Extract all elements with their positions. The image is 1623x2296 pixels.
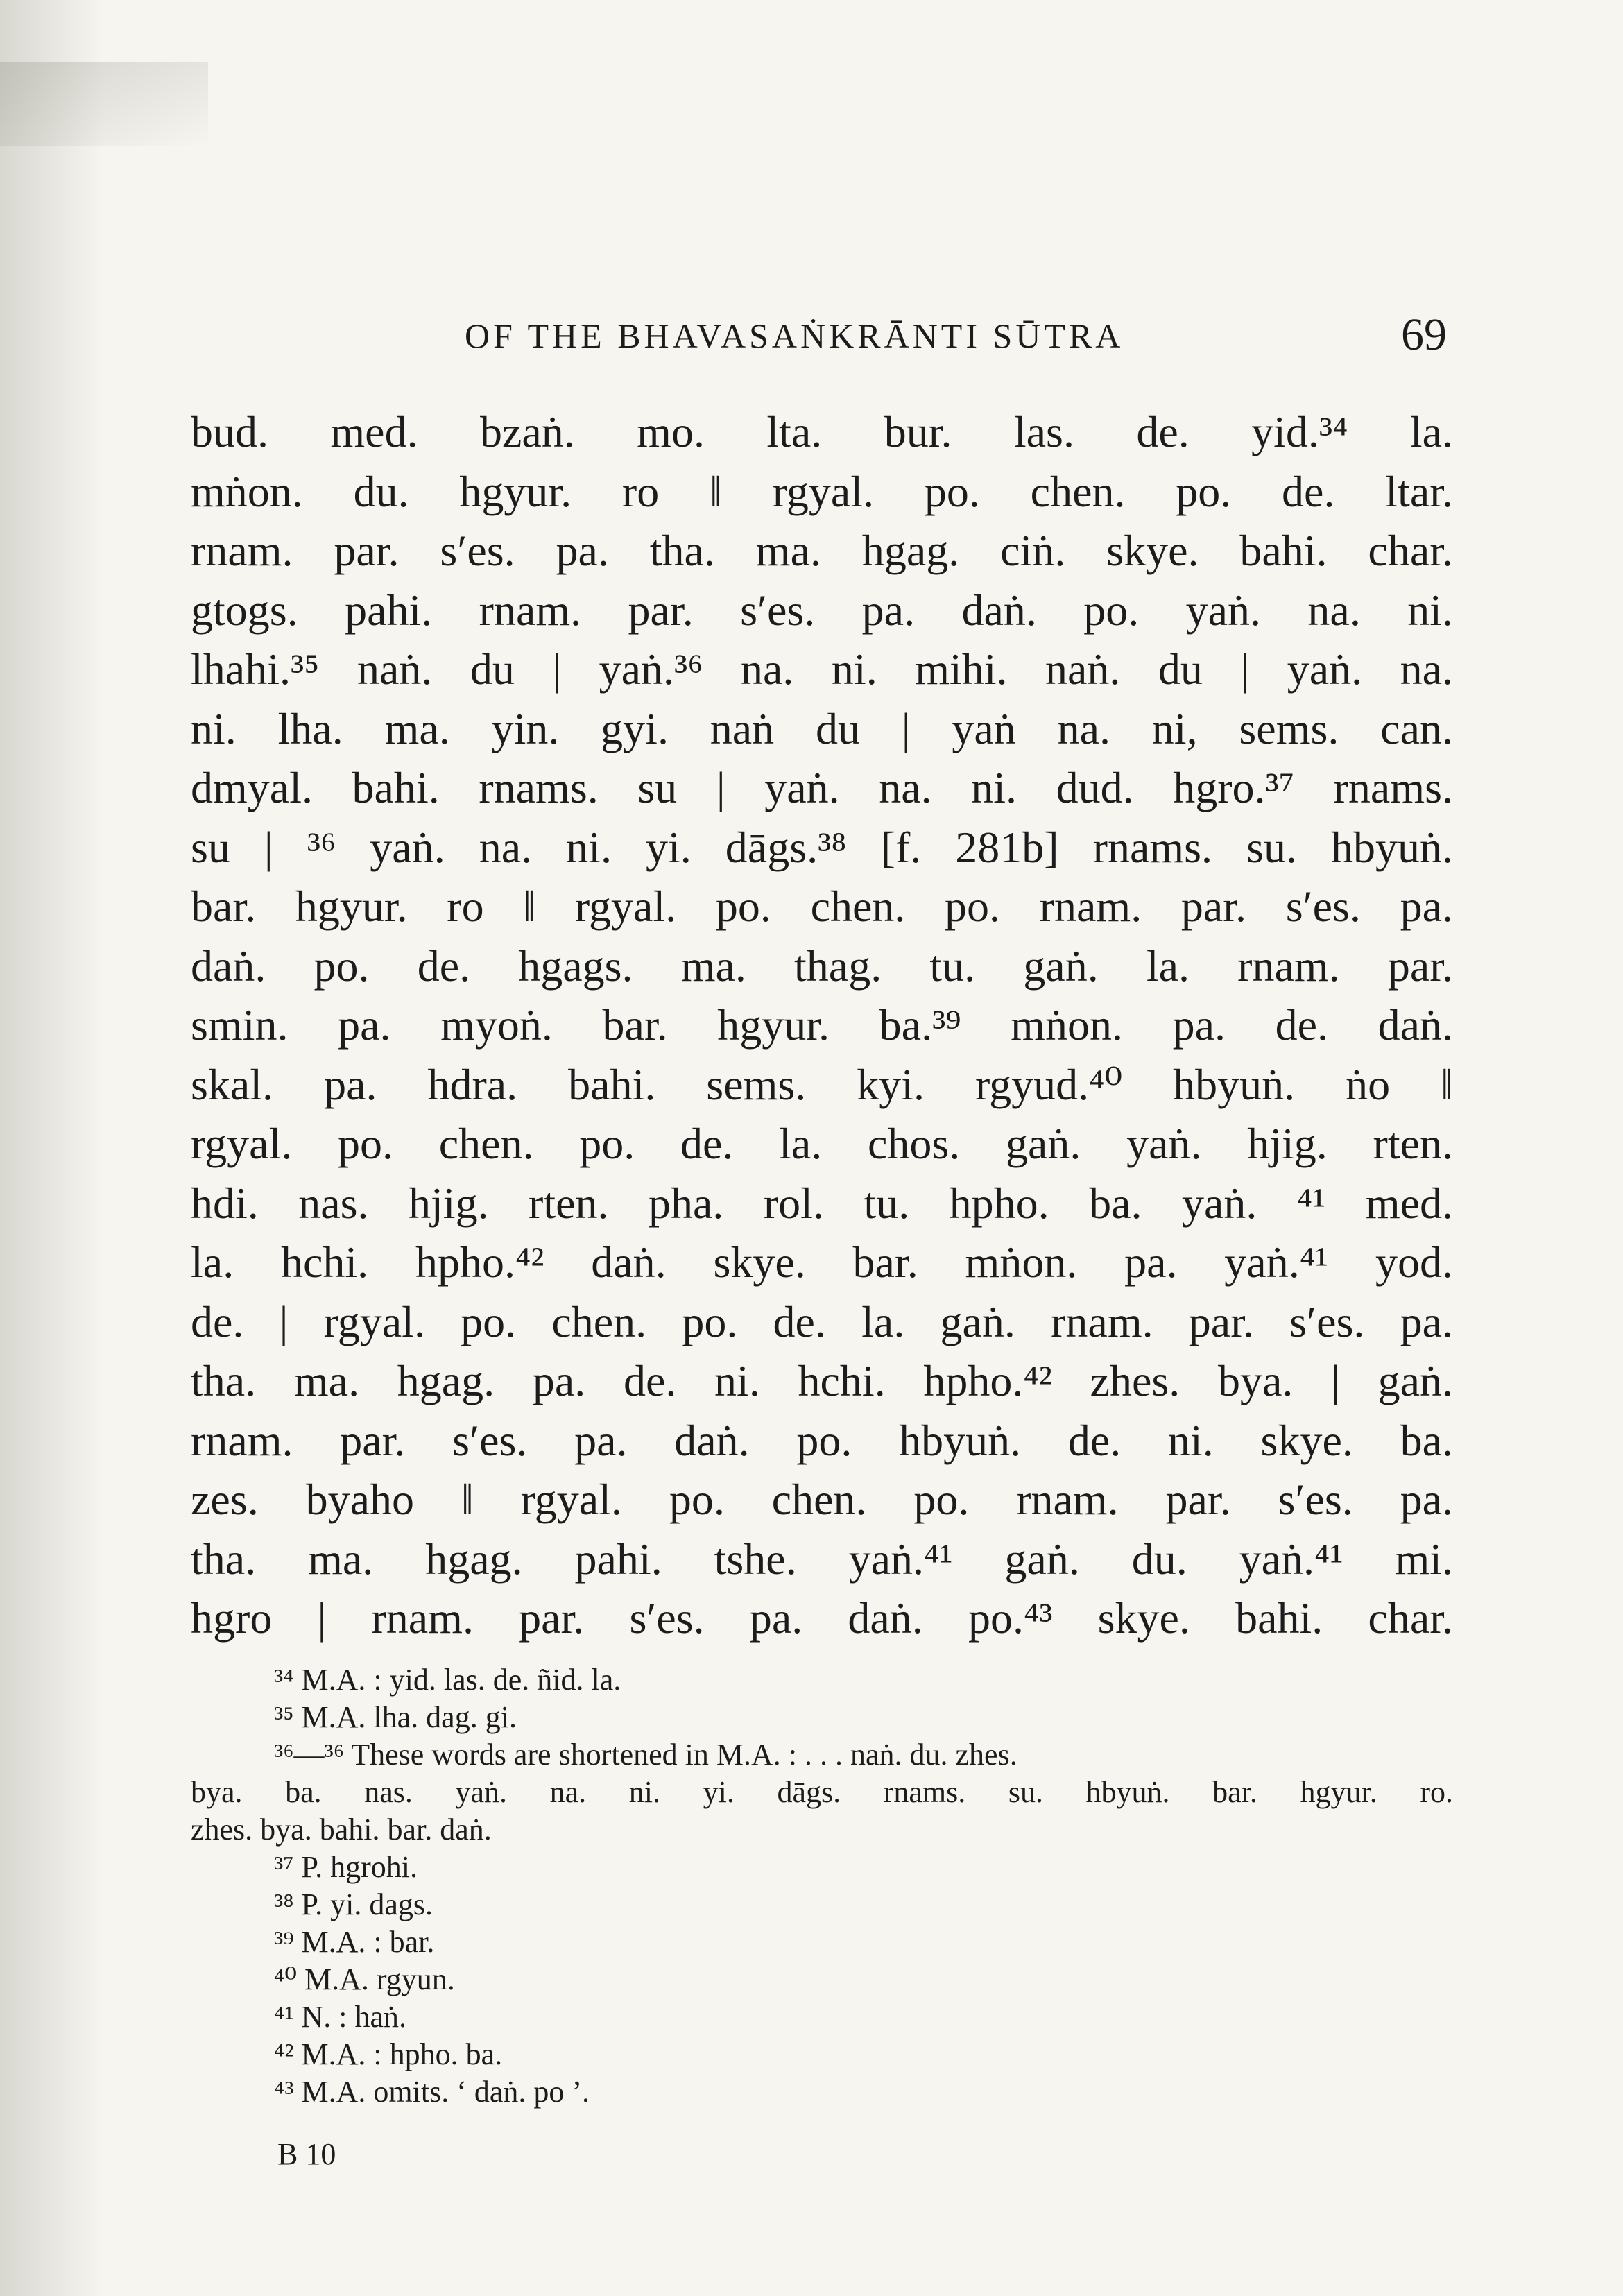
text-line: la. hchi. hpho.⁴² daṅ. skye. bar. mṅon. pa. yaṅ.⁴¹ yod. — [191, 1237, 1453, 1287]
body-text — [191, 402, 1453, 1648]
scan-shadow-corner — [0, 62, 208, 146]
text-line: bar. hgyur. ro ‖ rgyal. po. chen. po. rnam. par. s′es. pa. — [191, 882, 1453, 931]
footnote: ⁴³ M.A. omits. ‘ daṅ. po ’. — [274, 2075, 590, 2109]
footnotes — [191, 1661, 1453, 2111]
text-line: hdi. nas. hjig. rten. pha. rol. tu. hpho. ba. yaṅ. ⁴¹ med. — [191, 1178, 1453, 1228]
page-number: 69 — [1401, 309, 1447, 360]
text-line: mṅon. du. hgyur. ro ‖ rgyal. po. chen. po. de. ltar. — [191, 466, 1453, 516]
footnote: ³⁸ P. yi. dags. — [274, 1887, 433, 1921]
footnote: ³⁵ M.A. lha. dag. gi. — [274, 1700, 517, 1734]
scan-shadow-left — [0, 0, 104, 2296]
text-line: zes. byaho ‖ rgyal. po. chen. po. rnam. par. s′es. pa. — [191, 1475, 1453, 1524]
text-line: ni. lha. ma. yin. gyi. naṅ du | yaṅ na. ni, sems. can. — [191, 703, 1453, 753]
text-line: skal. pa. hdra. bahi. sems. kyi. rgyud.⁴⁰ hbyuṅ. ṅo ‖ — [191, 1059, 1453, 1109]
text-line: tha. ma. hgag. pahi. tshe. yaṅ.⁴¹ gaṅ. du. yaṅ.⁴¹ mi. — [191, 1534, 1453, 1584]
text-line: smin. pa. myoṅ. bar. hgyur. ba.³⁹ mṅon. pa. de. daṅ. — [191, 1000, 1453, 1050]
footnote: ⁴⁰ M.A. rgyun. — [274, 1962, 455, 1996]
text-line: rnam. par. s′es. pa. tha. ma. hgag. ciṅ. skye. bahi. char. — [191, 526, 1453, 575]
footnote: ³⁹ M.A. : bar. — [274, 1925, 435, 1959]
text-line: rnam. par. s′es. pa. daṅ. po. hbyuṅ. de. ni. skye. ba. — [191, 1415, 1453, 1465]
text-line: bud. med. bzaṅ. mo. lta. bur. las. de. yid.³⁴ la. — [191, 407, 1453, 456]
text-line: lhahi.³⁵ naṅ. du | yaṅ.³⁶ na. ni. mihi. naṅ. du | yaṅ. na. — [191, 644, 1453, 694]
text-line: de. | rgyal. po. chen. po. de. la. gaṅ. rnam. par. s′es. pa. — [191, 1296, 1453, 1346]
footnote: ³⁷ P. hgrohi. — [274, 1850, 418, 1884]
text-line: gtogs. pahi. rnam. par. s′es. pa. daṅ. po. yaṅ. na. ni. — [191, 585, 1453, 635]
footnote: ³⁴ M.A. : yid. las. de. ñid. la. — [274, 1663, 621, 1697]
printer-signature: B 10 — [277, 2137, 336, 2171]
footnote: ⁴² M.A. : hpho. ba. — [274, 2037, 503, 2071]
footnote: ³⁶—³⁶ These words are shortened in M.A. : . . . naṅ. du. zhes. — [274, 1738, 1017, 1772]
footnote-continuation: zhes. bya. bahi. bar. daṅ. — [191, 1813, 492, 1847]
text-line: tha. ma. hgag. pa. de. ni. hchi. hpho.⁴² zhes. bya. | gaṅ. — [191, 1356, 1453, 1405]
text-line: hgro | rnam. par. s′es. pa. daṅ. po.⁴³ skye. bahi. char. — [191, 1593, 1453, 1643]
text-line: rgyal. po. chen. po. de. la. chos. gaṅ. yaṅ. hjig. rten. — [191, 1119, 1453, 1168]
text-line: daṅ. po. de. hgags. ma. thag. tu. gaṅ. la. rnam. par. — [191, 941, 1453, 991]
running-head: OF THE BHAVASAṄKRĀNTI SŪTRA — [465, 316, 1124, 355]
text-line: su | ³⁶ yaṅ. na. ni. yi. dāgs.³⁸ [f. 281b] rnams. su. hbyuṅ. — [191, 822, 1453, 872]
text-line: dmyal. bahi. rnams. su | yaṅ. na. ni. dud. hgro.³⁷ rnams. — [191, 763, 1453, 812]
footnote-continuation: bya. ba. nas. yaṅ. na. ni. yi. dāgs. rnams. su. hbyuṅ. bar. hgyur. ro. — [191, 1775, 1453, 1809]
footnote: ⁴¹ N. : haṅ. — [274, 2000, 407, 2034]
